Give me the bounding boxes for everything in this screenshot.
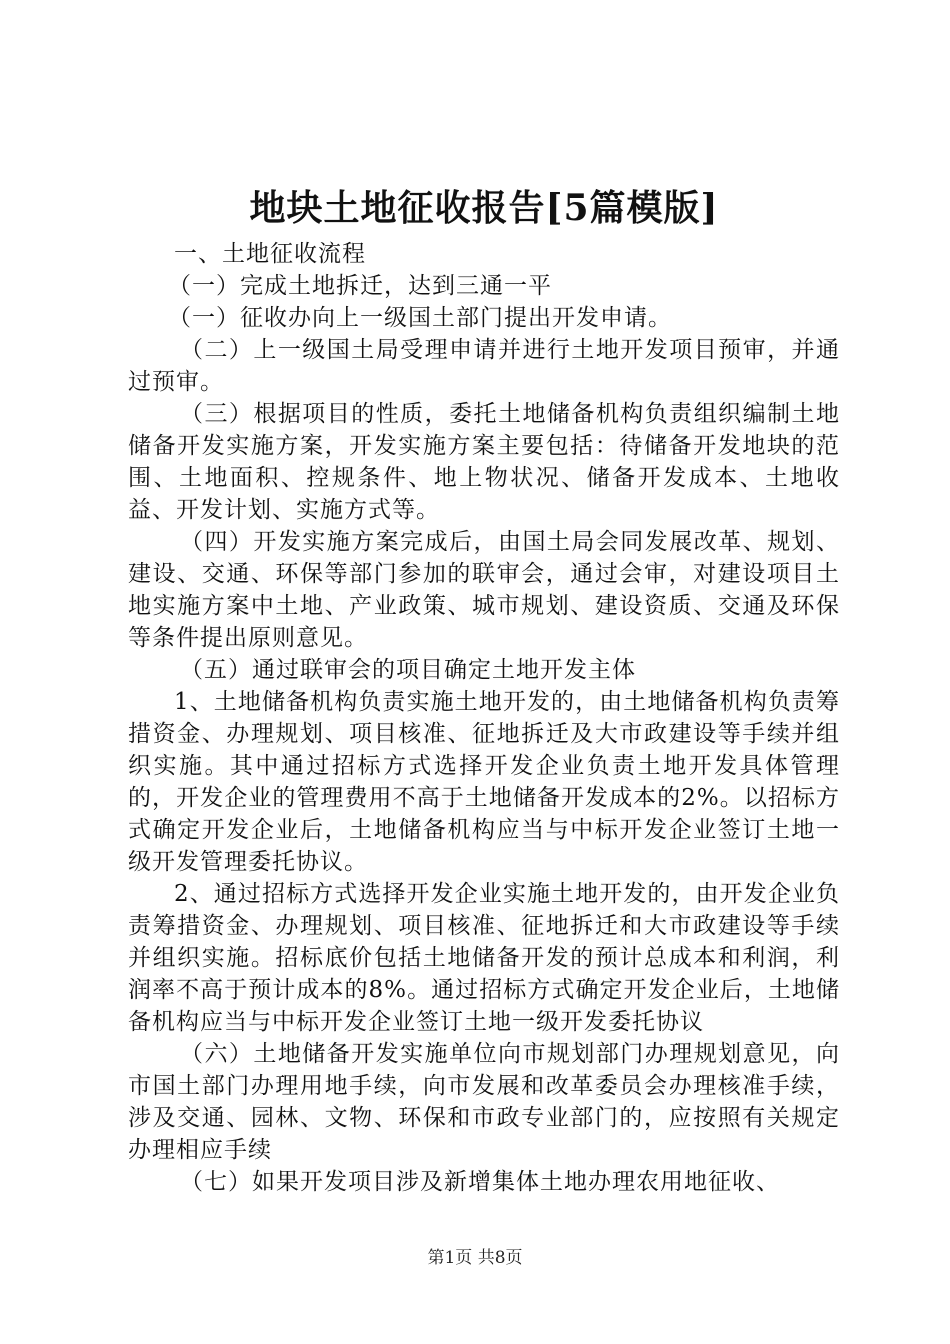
document-page: [128, 182, 840, 1198]
paragraph: （六）土地储备开发实施单位向市规划部门办理规划意见，向市国土部门办理用地手续，向市发展和改革委员会办理核准手续，涉及交通、园林、文物、环保和市政专业部门的，应按照有关规定办理相应手续: [128, 1041, 840, 1163]
document-title: 地块土地征收报告[5篇模版]: [249, 187, 719, 229]
paragraph: （五）通过联审会的项目确定土地开发主体: [180, 657, 636, 683]
paragraph: （三）根据项目的性质，委托土地储备机构负责组织编制土地储备开发实施方案，开发实施方案主要包括：待储备开发地块的范围、土地面积、控规条件、地上物状况、储备开发成本、土地收益、开发计划、实施方式等。: [128, 401, 840, 523]
paragraph: 2、通过招标方式选择开发企业实施土地开发的，由开发企业负责筹措资金、办理规划、项目核准、征地拆迁和大市政建设等手续并组织实施。招标底价包括土地储备开发的预计总成本和利润，利润率不高于预计成本的8%。通过招标方式确定开发企业后，土地储备机构应当与中标开发企业签订土地一级开发委托协议: [128, 881, 840, 1035]
paragraph: （一）完成土地拆迁，达到三通一平: [168, 273, 552, 299]
paragraph: （二）上一级国土局受理申请并进行土地开发项目预审，并通过预审。: [128, 337, 840, 395]
page-indicator: 第1页 共8页: [427, 1248, 523, 1268]
paragraph: 1、土地储备机构负责实施土地开发的，由土地储备机构负责筹措资金、办理规划、项目核准、征地拆迁及大市政建设等手续并组织实施。其中通过招标方式选择开发企业负责土地开发具体管理的，开发企业的管理费用不高于土地储备开发成本的2%。以招标方式确定开发企业后，土地储备机构应当与中标开发企业签订土地一级开发管理委托协议。: [128, 689, 840, 875]
section-heading: 一、土地征收流程: [174, 241, 366, 267]
paragraph: （七）如果开发项目涉及新增集体土地办理农用地征收、: [180, 1169, 780, 1195]
paragraph: （四）开发实施方案完成后，由国土局会同发展改革、规划、建设、交通、环保等部门参加的联审会，通过会审，对建设项目土地实施方案中土地、产业政策、城市规划、建设资质、交通及环保等条件提出原则意见。: [128, 529, 840, 651]
paragraph: （一）征收办向上一级国土部门提出开发申请。: [168, 305, 672, 331]
